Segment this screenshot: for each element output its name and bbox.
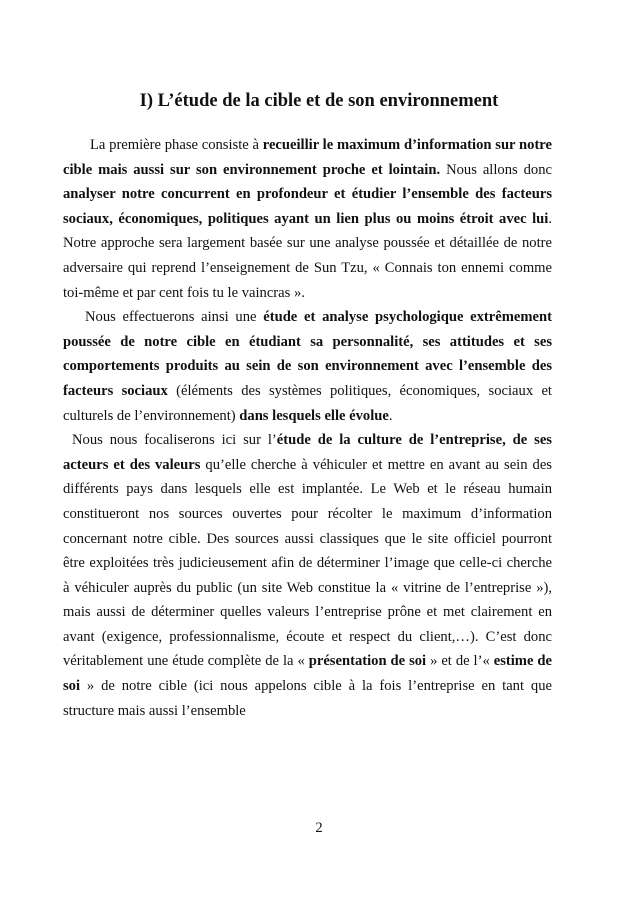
text-run: Nous allons donc	[440, 161, 552, 178]
bold-text-run: étude et analyse psychologique extrêmement poussée de notre cible en étudiant sa personnalité, ses attitudes et ses comportements produits au sein de son environnement avec l’ensemble des facteurs sociaux	[63, 309, 552, 399]
section-heading: I) L’étude de la cible et de son environnement	[139, 91, 499, 111]
text-run: Nous effectuerons ainsi une	[85, 309, 264, 326]
bold-text-run: estime de soi	[63, 653, 552, 695]
text-run: qu’elle cherche à véhiculer et mettre en avant au sein des différents pays dans lesquels elle est implantée. Le Web et le réseau humain constitueront nos sources ouvertes pour récolter le maximum d’information concernant notre cible. Des sources aussi classiques que le site officiel pourront être exploitées très judicieusement afin de déterminer l’image que celle-ci cherche à véhiculer auprès du public (un site Web constitue la « vitrine de l’entreprise »), mais aussi de déterminer quelles valeurs l’entreprise prône et met clairement en avant (exigence, professionnalisme, écoute et respect du client,…). C’est donc véritablement une étude complète de la «	[63, 456, 552, 670]
text-run: » et de l’«	[426, 653, 494, 670]
text-run: La première phase consiste à	[90, 137, 263, 153]
text-run: .	[388, 407, 393, 424]
bold-text-run: présentation de soi	[308, 653, 427, 670]
text-run: Nous nous focaliserons ici sur l’	[72, 432, 277, 449]
text-run: » de notre cible (ici nous appelons cible à la fois l’entreprise en tant que structure mais aussi l’ensemble	[63, 678, 552, 719]
paragraph-1	[63, 133, 552, 305]
text-run: . Notre approche sera largement basée sur une analyse poussée et détaillée de notre adversaire qui reprend l’enseignement de Sun Tzu, « Connais ton ennemi comme toi-même et par cent fois tu le vaincras ».	[63, 210, 552, 301]
page-number: 2	[315, 820, 323, 836]
paragraph-2	[63, 305, 552, 428]
paragraph-3	[63, 428, 552, 723]
bold-text-run: dans lesquels elle évolue	[239, 407, 389, 424]
text-run: (éléments des systèmes politiques, économiques, sociaux et culturels de l’environnement)	[63, 382, 552, 424]
bold-text-run: recueillir le maximum d’information sur notre cible mais aussi sur son environnement proche et lointain.	[63, 137, 552, 178]
bold-text-run: étude de la culture de l’entreprise, de ses acteurs et des valeurs	[63, 432, 552, 473]
body-text	[63, 133, 552, 723]
bold-text-run: analyser notre concurrent en profondeur et étudier l’ensemble des facteurs sociaux, économiques, politiques ayant un lien plus ou moins étroit avec lui	[63, 186, 552, 227]
